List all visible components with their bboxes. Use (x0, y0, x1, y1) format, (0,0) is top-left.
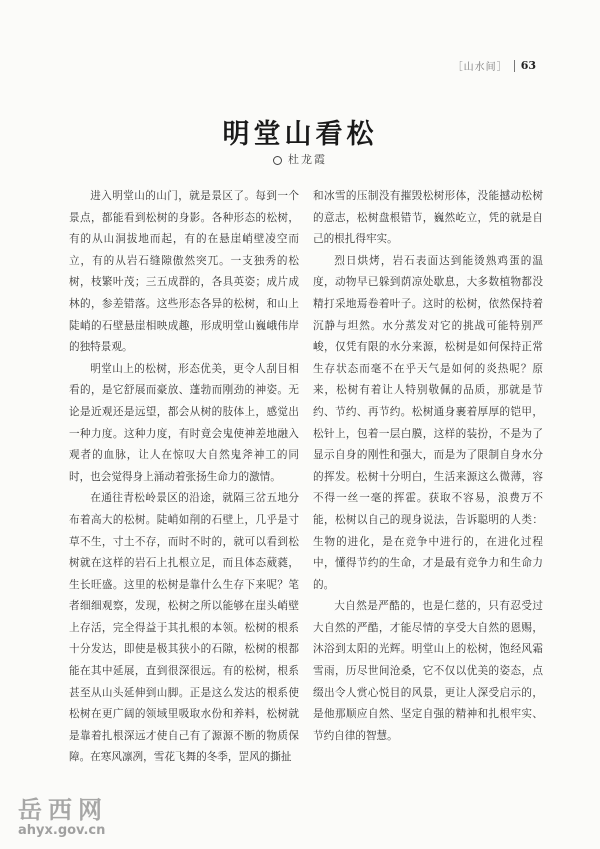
site-watermark (18, 790, 108, 838)
section-label: ［山水间］ (452, 62, 508, 73)
header-divider (514, 60, 515, 72)
page-number: 63 (520, 59, 536, 72)
right-column (313, 186, 543, 747)
left-column (69, 186, 299, 769)
paragraph: 进入明堂山的山门，就是景区了。每到一个景点，都能看到松树的身影。各种形态的松树，有的从山洞拔地而起，有的在悬崖峭壁凌空而立，有的从岩石缝隙傲然突兀。一支独秀的松树，枝繁叶茂；三五成群的，各具英姿；成片成林的，参差错落。这些形态各异的松树，和山上陡峭的石壁悬崖相映成趣，形成明堂山巍峨伟岸的独特景观。 (69, 190, 299, 354)
author-name: 杜龙霞 (288, 153, 327, 166)
article-author (0, 151, 600, 167)
circle-bullet-icon (273, 156, 282, 165)
paragraph: 烈日烘烤，岩石表面达到能烫熟鸡蛋的温度，动物早已躲到荫凉处歇息，大多数植物都没精打采地焉卷着叶子。这时的松树，依然保持着沉静与坦然。水分蒸发对它的挑战可能特别严峻，仅凭有限的水分来源，松树是如何保持正常生存状态而毫不在乎天气是如何的炎热呢？原来，松树有着让人特别敬佩的品质，那就是节约、节约、再节约。松树通身裹着厚厚的铠甲，松针上，包着一层白膜，这样的装扮，不是为了显示自身的刚性和强大，而是为了限制自身水分的挥发。松树十分明白，生活来源这么微薄，容不得一丝一毫的挥霍。获取不容易，浪费万不能，松树以自己的现身说法，告诉聪明的人类：生物的进化，是在竞争中进行的，在进化过程中，懂得节约的生命，才是最有竞争力和生命力的。 (313, 254, 543, 591)
article-title: 明堂山看松 (222, 119, 378, 150)
page-header (453, 58, 536, 73)
paragraph: 和冰雪的压制没有摧毁松树形体，没能撼动松树的意志，松树盘根错节，巍然屹立，凭的就是自己的根扎得牢实。 (313, 190, 543, 246)
watermark-logo: 岳西网 (18, 796, 108, 824)
watermark-url: ahyx.gov.cn (18, 823, 106, 838)
paragraph: 大自然是严酷的，也是仁慈的，只有忍受过大自然的严酷，才能尽情的享受大自然的恩赐，沐浴到太阳的光辉。明堂山上的松树，饱经风霜雪雨，历尽世间沧桑，它不仅以优美的姿态，点缀出令人赏心悦目的风景，更让人深受启示的，是他那顺应自然、坚定自强的精神和扎根牢实、节约自律的智慧。 (313, 600, 543, 742)
paragraph: 明堂山上的松树，形态优美，更令人刮目相看的，是它舒展而豪放、蓬勃而刚劲的神姿。无论是近观还是远望，都会从树的肢体上，感觉出一种力度。这种力度，有时竟会鬼使神差地融入观者的血脉，让人在惊叹大自然鬼斧神工的同时，也会觉得身上涌动着张扬生命力的激情。 (69, 362, 299, 483)
paragraph: 在通往青松岭景区的沿途，就隔三岔五地分布着高大的松树。陡峭如削的石壁上，几乎是寸草不生，寸土不存，而时不时的，就可以看到松树就在这样的岩石上扎根立足，而且体态葳蕤，生长旺盛。这里的松树是靠什么生存下来呢？笔者细细观察，发现，松树之所以能够在崖头峭壁上存活，完全得益于其扎根的本领。松树的根系十分发达，即使是极其狭小的石隙，松树的根都能在其中延展，直到很深很远。有的松树，根系甚至从山头延伸到山脚。正是这么发达的根系使松树在更广阔的领域里吸取水份和养料，松树就是靠着扎根深远才使自己有了源源不断的物质保障。在寒风凛冽，雪花飞舞的冬季，罡风的撕扯 (69, 492, 299, 764)
